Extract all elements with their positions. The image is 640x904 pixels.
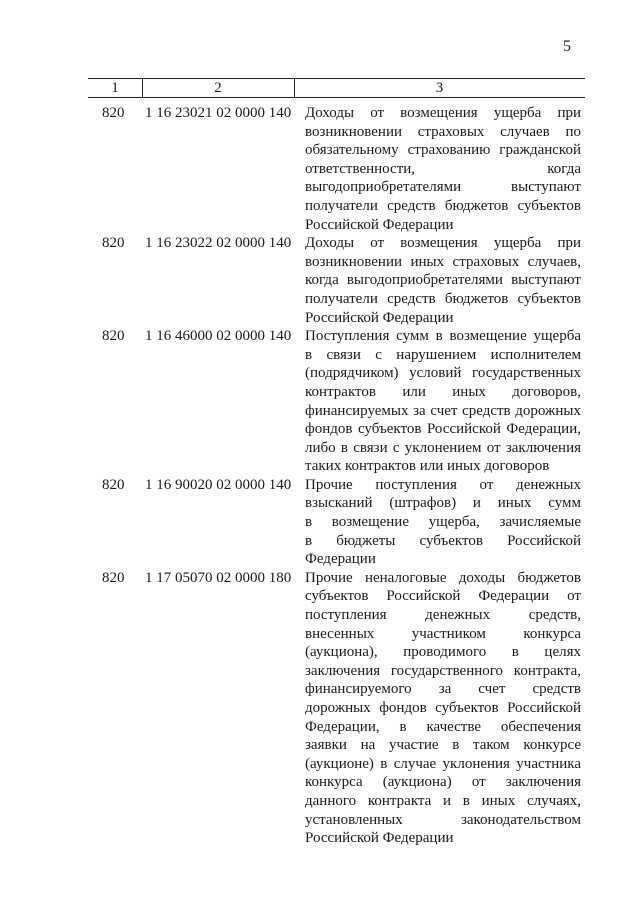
description-line: Федерации [305,551,376,568]
income-description [305,234,581,327]
description-line: субъектов Российской Федерации от [305,588,581,605]
description-line: (аукционе) в случае уклонения участника [305,755,581,772]
description-line: Российской Федерации [305,309,454,326]
table-row [0,104,640,234]
description-line: дорожных фондов субъектов Российской [305,700,581,716]
description-line: Доходы от возмещения ущерба при [305,105,581,121]
admin-code: 820 [102,328,125,345]
table-body [0,104,640,848]
description-line: внесенных участником конкурса [305,625,581,642]
table-row [0,569,640,848]
description-line: контрактов или иных договоров, [305,383,581,400]
description-line: финансируемых за счет средств дорожных [305,402,581,419]
table-row [0,327,640,476]
description-line: Поступления сумм в возмещение ущерба [305,328,581,345]
header-col-1: 1 [88,79,143,97]
header-col-2: 2 [142,79,295,97]
budget-classification-code: 1 17 05070 02 0000 180 [145,569,292,586]
description-line: Доходы от возмещения ущерба при [305,235,581,252]
table-row [0,234,640,327]
description-line: в связи с нарушением исполнителем [305,346,581,363]
description-line: таких контрактов или иных договоров [305,458,550,475]
description-line: в возмещение ущерба, зачисляемые [305,514,581,531]
budget-classification-code: 1 16 90020 02 0000 140 [145,476,292,493]
budget-classification-code: 1 16 46000 02 0000 140 [145,328,292,345]
description-line: (аукциона), проводимого в целях [305,644,581,661]
description-line: получатели средств бюджетов субъектов [305,290,581,307]
description-line: выгодоприобретателями выступают [305,179,581,196]
description-line: получатели средств бюджетов субъектов [305,197,581,214]
description-line: заключения государственного контракта, [305,662,581,679]
description-line: Прочие неналоговые доходы бюджетов [305,569,581,586]
description-line: заявки на участие в таком конкурсе [305,737,581,754]
description-line: поступления денежных средств, [305,607,581,624]
income-description [305,327,581,476]
description-line: установленных законодательством [305,811,581,828]
page-number: 5 [563,38,571,55]
description-line: обязательному страхованию гражданской [305,142,581,159]
table-header [88,78,585,98]
description-line: Российской Федерации [305,216,454,233]
description-line: взысканий (штрафов) и иных сумм [305,495,581,512]
description-line: фондов субъектов Российской Федерации, [305,421,581,438]
description-line: (подрядчиком) условий государственных [305,365,581,382]
description-line: ответственности, когда [305,160,581,177]
income-description [305,104,581,234]
admin-code: 820 [102,105,125,121]
income-description [305,476,581,569]
admin-code: 820 [102,569,125,586]
description-line: когда выгодоприобретателями выступают [305,272,581,289]
description-line: либо в связи с уклонением от заключения [305,439,581,456]
description-line: в бюджеты субъектов Российской [305,532,581,549]
admin-code: 820 [102,476,125,493]
description-line: конкурса (аукциона) от заключения [305,774,581,791]
description-line: Российской Федерации [305,830,454,847]
income-description [305,569,581,848]
description-line: возникновении страховых случаев по [305,123,581,140]
budget-classification-code: 1 16 23022 02 0000 140 [145,235,292,252]
description-line: Прочие поступления от денежных [305,476,581,493]
description-line: финансируемого за счет средств [305,681,581,698]
header-col-3: 3 [435,80,444,96]
admin-code: 820 [102,235,125,252]
description-line: Федерации, в качестве обеспечения [305,718,581,735]
budget-classification-code: 1 16 23021 02 0000 140 [145,105,292,121]
description-line: возникновении иных страховых случаев, [305,253,581,270]
table-row [0,476,640,569]
description-line: данного контракта и в иных случаях, [305,792,581,809]
